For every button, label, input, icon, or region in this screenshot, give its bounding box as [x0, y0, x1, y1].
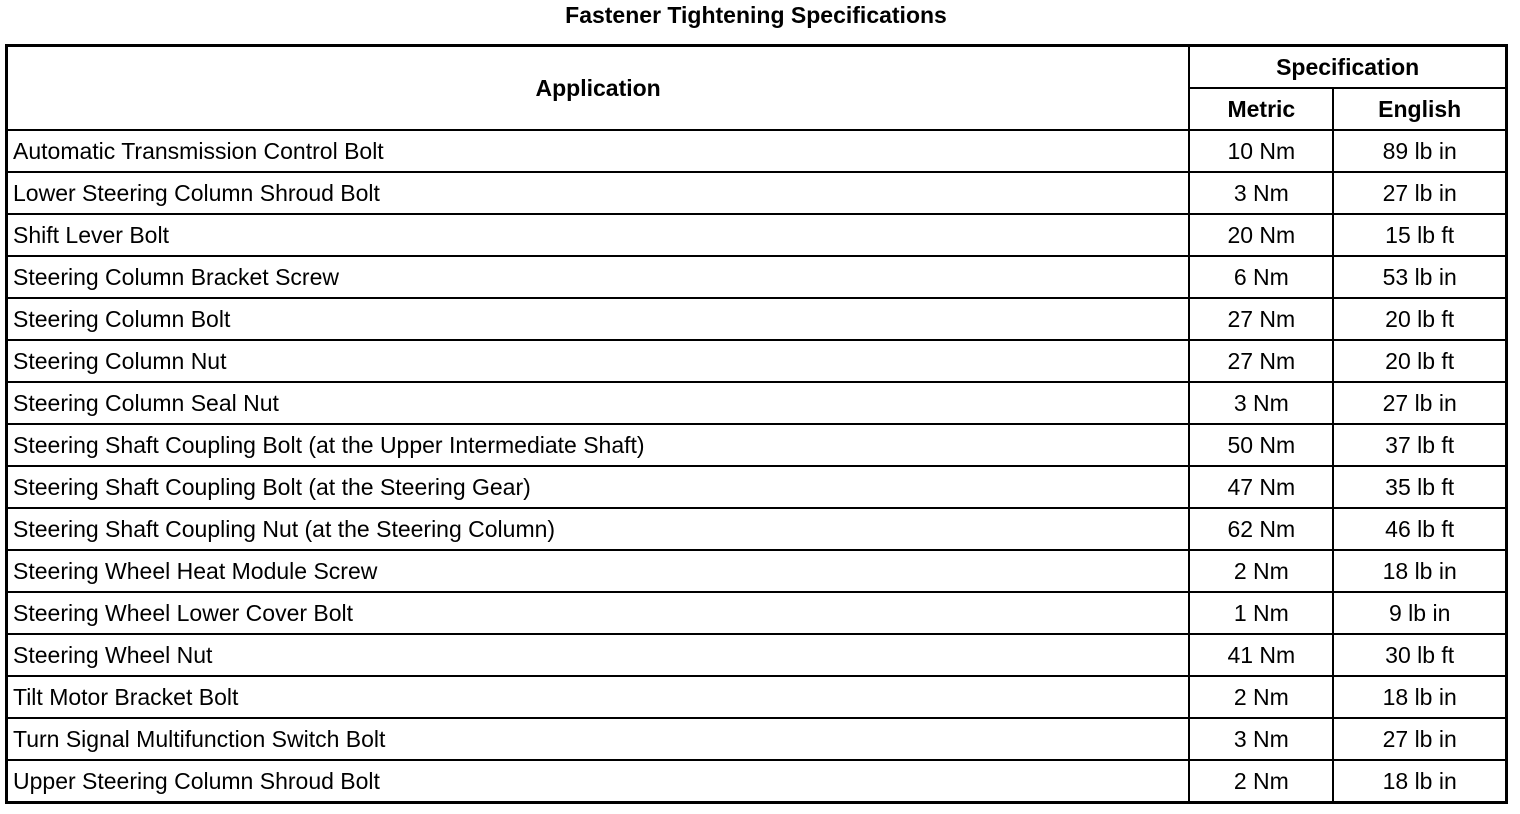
- table-row: [7, 550, 1507, 592]
- page-title: Fastener Tightening Specifications: [565, 2, 947, 28]
- table-body: [7, 130, 1507, 803]
- cell-english: 27 lb in: [1333, 172, 1506, 214]
- spec-table: [5, 44, 1508, 804]
- table-row: [7, 424, 1507, 466]
- cell-application: Tilt Motor Bracket Bolt: [7, 676, 1190, 718]
- cell-application: Steering Wheel Nut: [7, 634, 1190, 676]
- table-row: [7, 466, 1507, 508]
- cell-application: Steering Column Bracket Screw: [7, 256, 1190, 298]
- cell-english: 18 lb in: [1333, 550, 1506, 592]
- header-english: English: [1333, 88, 1506, 130]
- cell-metric: 3 Nm: [1189, 172, 1333, 214]
- cell-application: Lower Steering Column Shroud Bolt: [7, 172, 1190, 214]
- cell-metric: 2 Nm: [1189, 676, 1333, 718]
- cell-english: 35 lb ft: [1333, 466, 1506, 508]
- cell-application: Upper Steering Column Shroud Bolt: [7, 760, 1190, 803]
- cell-metric: 20 Nm: [1189, 214, 1333, 256]
- cell-application: Steering Shaft Coupling Bolt (at the Steering Gear): [7, 466, 1190, 508]
- cell-metric: 62 Nm: [1189, 508, 1333, 550]
- table-header: [7, 46, 1507, 131]
- cell-application: Steering Wheel Lower Cover Bolt: [7, 592, 1190, 634]
- table-row: [7, 256, 1507, 298]
- table-row: [7, 172, 1507, 214]
- table-row: [7, 214, 1507, 256]
- cell-metric: 27 Nm: [1189, 298, 1333, 340]
- cell-english: 37 lb ft: [1333, 424, 1506, 466]
- header-application: Application: [7, 46, 1190, 131]
- cell-english: 53 lb in: [1333, 256, 1506, 298]
- cell-metric: 1 Nm: [1189, 592, 1333, 634]
- table-row: [7, 718, 1507, 760]
- cell-english: 27 lb in: [1333, 382, 1506, 424]
- cell-english: 27 lb in: [1333, 718, 1506, 760]
- cell-metric: 50 Nm: [1189, 424, 1333, 466]
- cell-metric: 2 Nm: [1189, 760, 1333, 803]
- cell-metric: 3 Nm: [1189, 382, 1333, 424]
- cell-english: 20 lb ft: [1333, 340, 1506, 382]
- cell-metric: 27 Nm: [1189, 340, 1333, 382]
- cell-english: 30 lb ft: [1333, 634, 1506, 676]
- cell-metric: 2 Nm: [1189, 550, 1333, 592]
- cell-application: Steering Wheel Heat Module Screw: [7, 550, 1190, 592]
- cell-application: Steering Shaft Coupling Nut (at the Steering Column): [7, 508, 1190, 550]
- cell-english: 20 lb ft: [1333, 298, 1506, 340]
- header-metric: Metric: [1189, 88, 1333, 130]
- cell-application: Steering Shaft Coupling Bolt (at the Upper Intermediate Shaft): [7, 424, 1190, 466]
- cell-application: Automatic Transmission Control Bolt: [7, 130, 1190, 172]
- cell-english: 89 lb in: [1333, 130, 1506, 172]
- cell-english: 15 lb ft: [1333, 214, 1506, 256]
- cell-application: Shift Lever Bolt: [7, 214, 1190, 256]
- cell-metric: 10 Nm: [1189, 130, 1333, 172]
- table-row: [7, 130, 1507, 172]
- cell-english: 46 lb ft: [1333, 508, 1506, 550]
- cell-application: Steering Column Bolt: [7, 298, 1190, 340]
- cell-metric: 41 Nm: [1189, 634, 1333, 676]
- table-row: [7, 634, 1507, 676]
- table-row: [7, 298, 1507, 340]
- cell-english: 9 lb in: [1333, 592, 1506, 634]
- cell-application: Steering Column Seal Nut: [7, 382, 1190, 424]
- cell-english: 18 lb in: [1333, 760, 1506, 803]
- cell-application: Steering Column Nut: [7, 340, 1190, 382]
- header-specification: Specification: [1189, 46, 1506, 89]
- cell-english: 18 lb in: [1333, 676, 1506, 718]
- table-row: [7, 676, 1507, 718]
- table-row: [7, 508, 1507, 550]
- table-row: [7, 340, 1507, 382]
- cell-metric: 3 Nm: [1189, 718, 1333, 760]
- cell-metric: 47 Nm: [1189, 466, 1333, 508]
- cell-application: Turn Signal Multifunction Switch Bolt: [7, 718, 1190, 760]
- cell-metric: 6 Nm: [1189, 256, 1333, 298]
- table-row: [7, 760, 1507, 803]
- table-row: [7, 382, 1507, 424]
- table-row: [7, 592, 1507, 634]
